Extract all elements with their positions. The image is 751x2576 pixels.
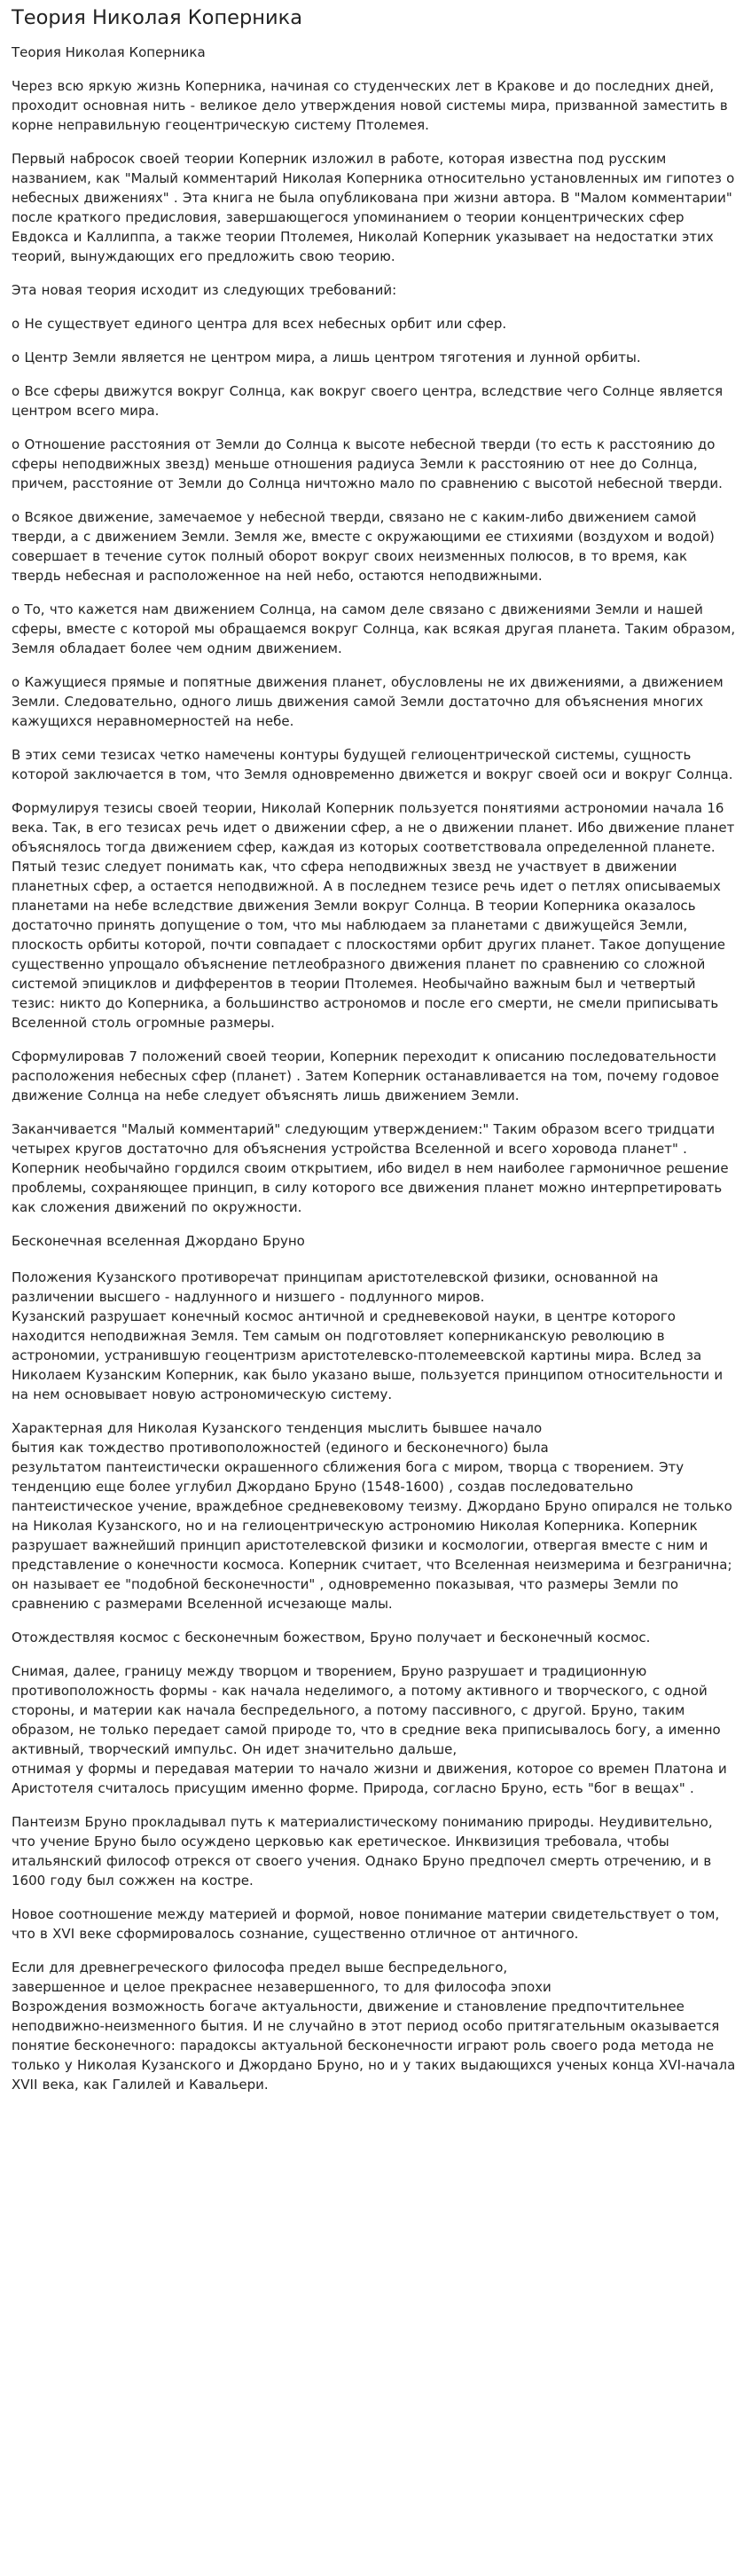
list-item: o Все сферы движутся вокруг Солнца, как вокруг своего центра, вследствие чего Солнце является центром всего мира. (12, 383, 724, 419)
paragraph: Первый набросок своей теории Коперник изложил в работе, которая известна под русским названием, как "Малый комментарий Николая Коперника относительно установленных им гипотез о небесных движениях" . Эта книга не была опубликована при жизни автора. В "Малом комментарии" после краткого предисловия, завершающегося упоминанием о теории концентрических сфер Евдокса и Каллиппа, а также теории Птолемея, Николай Коперник указывает на недостатки этих теорий, вынуждающих его предложить свою теорию. (12, 151, 735, 264)
list-item: o Кажущиеся прямые и попятные движения планет, обусловлены не их движениями, а движением Земли. Следовательно, одного лишь движения самой Земли достаточно для объяснения многих кажущихся неравномерностей на небе. (12, 674, 724, 729)
document-subtitle: Теория Николая Коперника (12, 44, 206, 60)
paragraph: Характерная для Николая Кузанского тенденция мыслить бывшее начало бытия как тождество противоположностей (единого и бесконечного) была результатом пантеистически окрашенного сближения бога с миром, творца с творением. Эту тенденцию еще более углубил Джордано Бруно (1548-1600) , создав последовательно пантеистическое учение, враждебное средневековому теизму. Джордано Бруно опирался не только на Николая Кузанского, но и на гелиоцентрическую астрономию Николая Коперника. Коперник разрушает важнейший принцип аристотелевской физики и космологии, отвергая вместе с ним и представление о конечности космоса. Коперник считает, что Вселенная неизмерима и безгранична; он называет ее "подобной бесконечности" , одновременно показывая, что размеры Земли по сравнению с размерами Вселенной исчезающе малы. (12, 1420, 732, 1612)
list-item: o Не существует единого центра для всех небесных орбит или сфер. (12, 316, 507, 332)
list-item: o Центр Земли является не центром мира, а лишь центром тяготения и лунной орбиты. (12, 349, 641, 365)
paragraph: Формулируя тезисы своей теории, Николай Коперник пользуется понятиями астрономии начала 16 века. Так, в его тезисах речь идет о движении сфер, а не о движении планет. Ибо движение планет объяснялось тогда движением сфер, каждая из которых соответствовала определенной планете. Пятый тезис следует понимать как, что сфера неподвижных звезд не участвует в движении планетных сфер, а остается неподвижной. А в последнем тезисе речь идет о петлях описываемых планетами на небе вследствие движения Земли вокруг Солнца. В теории Коперника оказалось достаточно принять допущение о том, что мы наблюдаем за планетами с движущейся Земли, плоскость орбиты которой, почти совпадает с плоскостями орбит других планет. Такое допущение существенно упрощало объяснение петлеобразного движения планет по сравнению со сложной системой эпициклов и дифферентов в теории Птолемея. Необычайно важным был и четвертый тезис: никто до Коперника, а большинство астрономов и после его смерти, не смели приписывать Вселенной столь огромные размеры. (12, 800, 735, 1031)
list-item: o То, что кажется нам движением Солнца, на самом деле связано с движениями Земли и нашей сферы, вместе с которой мы обращаемся вокруг Солнца, как всякая другая планета. Таким образом, Земля обладает более чем одним движением. (12, 601, 736, 656)
section-heading: Бесконечная вселенная Джордано Бруно (12, 1233, 305, 1249)
document-body (12, 76, 739, 2094)
paragraph: Пантеизм Бруно прокладывал путь к материалистическому пониманию природы. Неудивительно, что учение Бруно было осуждено церковью как еретическое. Инквизиция требовала, чтобы итальянский философ отрекся от своего учения. Однако Бруно предпочел смерть отречению, и в 1600 году был сожжен на костре. (12, 1814, 713, 1889)
list-item: o Всякое движение, замечаемое у небесной тверди, связано не с каким-либо движением самой тверди, а с движением Земли. Земля же, вместе с окружающими ее стихиями (воздухом и водой) совершает в течение суток полный оборот вокруг своих неизменных полюсов, в то время, как твердь небесная и расположенное на ней небо, остаются неподвижными. (12, 509, 715, 584)
list-item: o Отношение расстояния от Земли до Солнца к высоте небесной тверди (то есть к расстоянию до сферы неподвижных звезд) меньше отношения радиуса Земли к расстоянию от нее до Солнца, причем, расстояние от Земли до Солнца ничтожно мало по сравнению с высотой небесной тверди. (12, 436, 723, 491)
paragraph: В этих семи тезисах четко намечены контуры будущей гелиоцентрической системы, сущность которой заключается в том, что Земля одновременно движется и вокруг своей оси и вокруг Солнца. (12, 747, 733, 782)
paragraph: Если для древнегреческого философа предел выше беспредельного, завершенное и целое прекраснее незавершенного, то для философа эпохи Возрождения возможность богаче актуальности, движение и становление предпочтительнее неподвижно-неизменного бытия. И не случайно в этот период особо притягательным оказывается понятие бесконечного: парадоксы актуальной бесконечности играют роль своего рода метода не только у Николая Кузанского и Джордано Бруно, но и у таких выдающихся ученых конца XVI-начала XVII века, как Галилей и Кавальери. (12, 1959, 736, 2093)
paragraph: Новое соотношение между материей и формой, новое понимание материи свидетельствует о том, что в XVI веке сформировалось сознание, существенно отличное от античного. (12, 1906, 720, 1942)
page-title: Теория Николая Коперника (12, 6, 302, 29)
paragraph: Сформулировав 7 положений своей теории, Коперник переходит к описанию последовательности расположения небесных сфер (планет) . Затем Коперник останавливается на том, почему годовое движение Солнца на небе следует объяснять лишь движением Земли. (12, 1048, 719, 1103)
paragraph: Через всю яркую жизнь Коперника, начиная со студенческих лет в Кракове и до последних дней, проходит основная нить - великое дело утверждения новой системы мира, призванной заместить в корне неправильную геоцентрическую систему Птолемея. (12, 78, 728, 133)
paragraph: Положения Кузанского противоречат принципам аристотелевской физики, основанной на различении высшего - надлунного и низшего - подлунного миров. Кузанский разрушает конечный космос античной и средневековой науки, в центре которого находится неподвижная Земля. Тем самым он подготовляет коперниканскую революцию в астрономии, устранившую геоцентризм аристотелевско-птолемеевской картины мира. Вслед за Николаем Кузанским Коперник, как было указано выше, пользуется принципом относительности и на нем основывает новую астрономическую систему. (12, 1269, 724, 1402)
paragraph: Отождествляя космос с бесконечным божеством, Бруно получает и бесконечный космос. (12, 1630, 651, 1645)
paragraph: Эта новая теория исходит из следующих требований: (12, 282, 397, 298)
paragraph: Снимая, далее, границу между творцом и творением, Бруно разрушает и традиционную противоположность формы - как начала неделимого, а потому активного и творческого, с одной стороны, и материи как начала беспредельного, а потому пассивного, с другой. Бруно, таким образом, не только передает самой природе то, что в средние века приписывалось богу, а именно активный, творческий импульс. Он идет значительно дальше, отнимая у формы и передавая материи то начало жизни и движения, которое со времен Платона и Аристотеля считалось присущим именно форме. Природа, согласно Бруно, есть "бог в вещах" . (12, 1663, 727, 1796)
paragraph: Заканчивается "Малый комментарий" следующим утверждением:" Таким образом всего тридцати четырех кругов достаточно для объяснения устройства Вселенной и всего хоровода планет" . Коперник необычайно гордился своим открытием, ибо видел в нем наиболее гармоничное решение проблемы, сохраняющее принцип, в силу которого все движения планет можно интерпретировать как сложения движений по окружности. (12, 1121, 729, 1215)
